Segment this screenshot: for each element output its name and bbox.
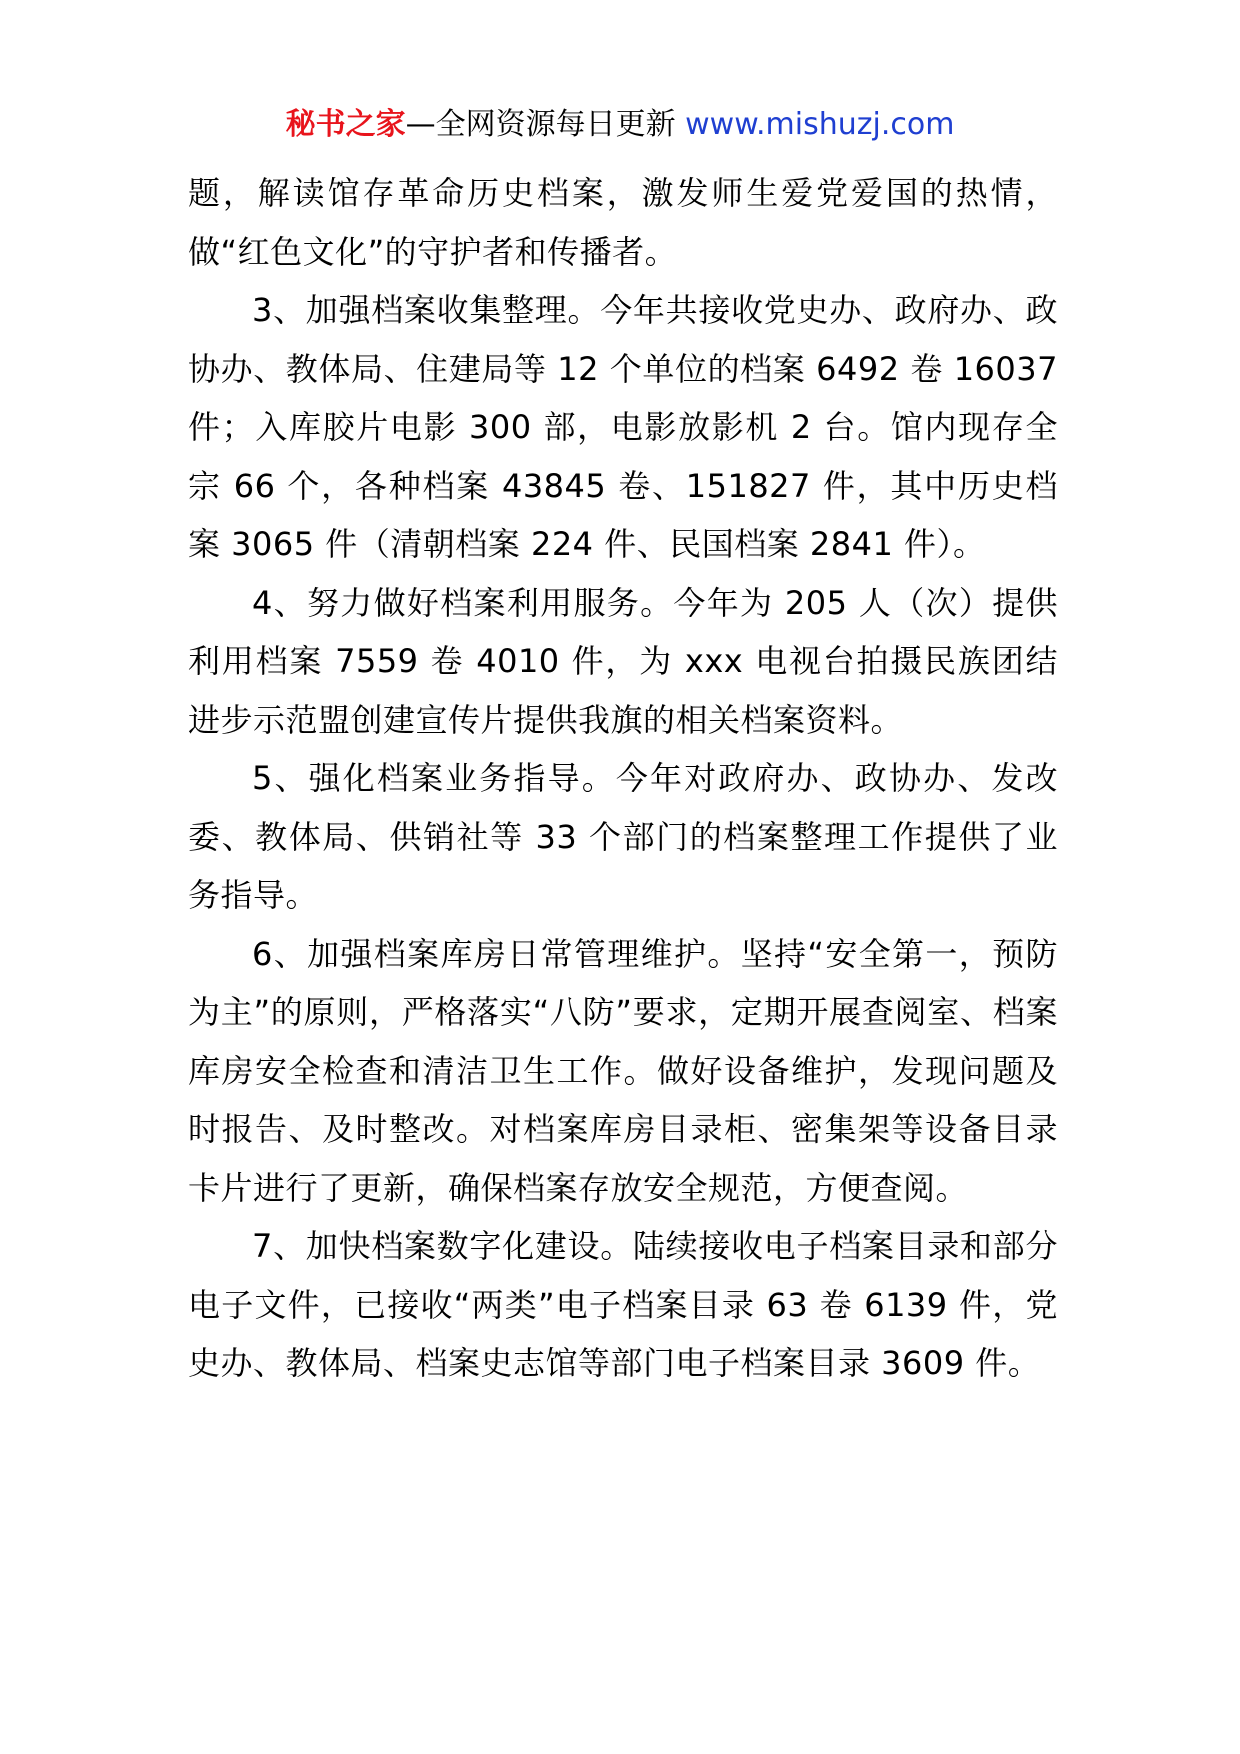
- paragraph-digitization: 7、加快档案数字化建设。陆续接收电子档案目录和部分电子文件，已接收“两类”电子档案目录 63 卷 6139 件，党史办、教体局、档案史志馆等部门电子档案目录 3609 件。: [188, 1227, 1058, 1382]
- paragraph-archive-service: 4、努力做好档案利用服务。今年为 205 人（次）提供利用档案 7559 卷 4010 件，为 xxx 电视台拍摄民族团结进步示范盟创建宣传片提供我旗的相关档案资料。: [188, 583, 1058, 739]
- page-header: [0, 101, 1240, 149]
- document-body: [188, 164, 1058, 1393]
- header-tagline: —全网资源每日更新: [405, 107, 686, 142]
- paragraph-continued: 题，解读馆存革命历史档案，激发师生爱党爱国的热情，做“红色文化”的守护者和传播者。: [188, 174, 1058, 271]
- paragraph-archive-collection: 3、加强档案收集整理。今年共接收党史办、政府办、政协办、教体局、住建局等 12 个单位的档案 6492 卷 16037 件；入库胶片电影 300 部，电影放影机 2 台。馆内现存全宗 66 个，各种档案 43845 卷、151827 件，其中历史档案 3065 件（清朝档案 224 件、民国档案 2841 件）。: [188, 291, 1058, 563]
- header-url[interactable]: www.mishuzj.com: [685, 107, 955, 142]
- paragraph-storage-maintenance: 6、加强档案库房日常管理维护。坚持“安全第一，预防为主”的原则，严格落实“八防”要求，定期开展查阅室、档案库房安全检查和清洁卫生工作。做好设备维护，发现问题及时报告、及时整改。对档案库房目录柜、密集架等设备目录卡片进行了更新，确保档案存放安全规范，方便查阅。: [188, 934, 1058, 1207]
- header-brand: 秘书之家: [285, 107, 406, 142]
- paragraph-business-guidance: 5、强化档案业务指导。今年对政府办、政协办、发改委、教体局、供销社等 33 个部门的档案整理工作提供了业务指导。: [188, 759, 1058, 914]
